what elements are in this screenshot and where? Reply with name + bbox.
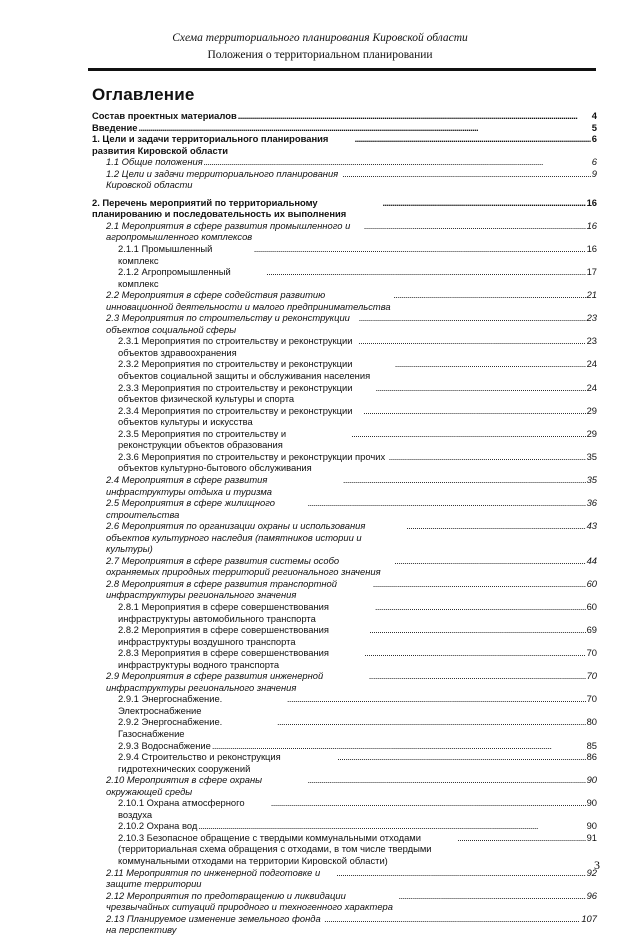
toc-entry[interactable]: [92, 133, 597, 156]
toc-entry-page: 23: [586, 335, 597, 347]
toc-entry-text: 2.8.2 Мероприятия в сфере совершенствования инфраструктуры воздушного транспорта: [118, 624, 329, 647]
toc-entry[interactable]: [92, 693, 597, 716]
toc-entry-page: 86: [586, 751, 597, 763]
toc-entry-text: 2.6 Мероприятия по организации охраны и использования объектов культурного наследия (памятников истории и культуры): [106, 520, 366, 555]
toc-entry[interactable]: [92, 601, 597, 624]
toc-entry-page: 90: [586, 820, 597, 832]
toc-entry-text: 2.9.3 Водоснабжение: [118, 739, 211, 751]
toc-entry-page: 16: [586, 219, 597, 231]
toc-entry[interactable]: [92, 405, 597, 428]
dot-leader: [358, 335, 586, 347]
toc-entry[interactable]: [92, 474, 597, 497]
toc-entry-page: 96: [586, 889, 597, 901]
toc-entry[interactable]: [92, 774, 597, 797]
toc-entry[interactable]: [92, 156, 597, 168]
toc-entry-text: 2.1 Мероприятия в сфере развития промышленного и агропромышленного комплексов: [106, 219, 351, 243]
toc-entry[interactable]: [92, 670, 597, 693]
toc-entry-text: 2.9 Мероприятия в сфере развития инженерной инфраструктуры регионального значения: [106, 670, 324, 693]
toc-entry-text: 2.4 Мероприятия в сфере развития инфраструктуры отдыха и туризма: [106, 473, 272, 497]
dot-leader: [395, 555, 586, 567]
toc-entry-page: 29: [586, 404, 597, 416]
toc-entry-text: 2.3.2 Мероприятия по строительству и реконструкции объектов социальной защиты и обслуживания населения: [118, 358, 371, 382]
dot-leader: [373, 578, 585, 590]
toc-entry-page: 5: [591, 121, 597, 133]
toc-entry-page: 69: [586, 624, 597, 636]
toc-entry-page: 21: [586, 289, 597, 301]
toc-entry-text: 2.12 Мероприятия по предотвращению и ликвидации чрезвычайных ситуаций природного и техногенного характера: [106, 889, 393, 913]
toc-entry-page: 24: [586, 358, 597, 370]
toc-entry-text: 2.10.3 Безопасное обращение с твердыми коммунальными отходами (территориальная схема обращения с отходами, в том числе твердыми коммунальными отходами на территории Кировской области): [118, 831, 432, 866]
toc-entry[interactable]: [92, 520, 597, 555]
dot-leader: [138, 122, 590, 134]
toc-entry-text: 2.3 Мероприятия по строительству и реконструкции объектов социальной сферы: [106, 312, 350, 335]
toc-entry[interactable]: [92, 624, 597, 647]
dot-leader: [382, 197, 585, 209]
dot-leader: [457, 832, 585, 844]
toc-entry-page: 43: [586, 520, 597, 532]
toc-entry[interactable]: [92, 890, 597, 913]
toc-entry[interactable]: [92, 428, 597, 451]
toc-entry-page: 107: [581, 912, 597, 924]
toc-entry-text: 2.3.6 Мероприятия по строительству и реконструкции прочих объектов культурно-бытового обслуживания: [118, 450, 386, 474]
toc-entry-page: 60: [586, 600, 597, 612]
toc-heading: Оглавление: [92, 85, 195, 104]
dot-leader: [399, 890, 586, 902]
toc-entry-page: 35: [586, 450, 597, 462]
page-number: 3: [594, 858, 600, 872]
header-document-title: Схема территориального планирования Кировской области: [172, 32, 468, 44]
dot-leader: [337, 867, 586, 879]
toc-entry-text: 2.9.4 Строительство и реконструкция гидротехнических сооружений: [118, 751, 281, 774]
toc-entry-page: 36: [586, 497, 597, 509]
toc-entry-text: 2.2 Мероприятия в сфере содействия развитию инновационной деятельности и малого предпринимательства: [106, 289, 391, 312]
dot-leader: [337, 751, 585, 763]
toc-entry-text: 1.2 Цели и задачи территориального планирования Кировской области: [106, 167, 339, 191]
toc-entry-text: 2.3.4 Мероприятия по строительству и реконструкции объектов культуры и искусства: [118, 404, 353, 428]
toc-entry-text: 2.8 Мероприятия в сфере развития транспортной инфраструктуры регионального значения: [106, 577, 337, 601]
toc-entry[interactable]: [92, 122, 597, 134]
toc-entry-page: 29: [586, 427, 597, 439]
toc-entry[interactable]: [92, 832, 597, 867]
toc-entry[interactable]: [92, 797, 597, 820]
toc-entry-page: 92: [586, 866, 597, 878]
toc-entry[interactable]: [92, 867, 597, 890]
toc-entry-text: 2.7 Мероприятия в сфере развития системы особо охраняемых природных территорий регионального значения: [106, 554, 381, 578]
toc-entry[interactable]: [92, 913, 597, 936]
dot-leader: [343, 168, 591, 180]
dot-leader: [364, 647, 585, 659]
dot-leader: [324, 913, 580, 925]
toc-entry-page: 16: [586, 243, 597, 255]
dot-leader: [343, 474, 585, 486]
table-of-contents: [92, 110, 597, 936]
toc-entry-page: 80: [586, 716, 597, 728]
dot-leader: [375, 601, 586, 613]
toc-entry-page: 17: [586, 266, 597, 278]
toc-entry[interactable]: [92, 497, 597, 520]
dot-leader: [238, 110, 591, 122]
toc-entry-page: 35: [586, 473, 597, 485]
toc-entry[interactable]: [92, 110, 597, 122]
toc-entry[interactable]: [92, 451, 597, 474]
toc-entry-page: 6: [591, 133, 597, 145]
toc-entry-text: 1.1 Общие положения: [106, 156, 203, 168]
toc-entry-text: 2.10 Мероприятия в сфере охраны окружающей среды: [106, 774, 263, 797]
dot-leader: [287, 693, 586, 705]
toc-entry-text: 2.11 Мероприятия по инженерной подготовке и защите территории: [106, 866, 321, 890]
dot-leader: [389, 451, 586, 463]
dot-leader: [407, 520, 586, 532]
toc-entry[interactable]: [92, 168, 597, 191]
toc-entry-text: 2.5 Мероприятия в сфере жилищного строительства: [106, 497, 275, 520]
toc-entry-page: 90: [586, 774, 597, 786]
toc-entry[interactable]: [92, 740, 597, 752]
toc-entry-page: 23: [586, 312, 597, 324]
dot-leader: [369, 624, 586, 636]
header-divider: [88, 68, 596, 71]
toc-entry-page: 6: [591, 156, 597, 168]
toc-entry[interactable]: [92, 647, 597, 670]
dot-leader: [277, 716, 586, 728]
toc-entry[interactable]: [92, 220, 597, 243]
dot-leader: [266, 266, 585, 278]
toc-entry-text: 2.8.1 Мероприятия в сфере совершенствования инфраструктуры автомобильного транспорта: [118, 600, 329, 624]
toc-entry[interactable]: [92, 289, 597, 312]
toc-entry-page: 4: [591, 110, 597, 121]
toc-entry-page: 85: [586, 739, 597, 751]
dot-leader: [375, 382, 585, 394]
toc-entry-text: Состав проектных материалов: [92, 110, 237, 121]
toc-entry-page: 9: [591, 167, 597, 179]
dot-leader: [254, 243, 586, 255]
toc-entry-text: 2.1.1 Промышленный комплекс: [118, 243, 213, 266]
toc-entry-text: 2. Перечень мероприятий по территориальному планированию и последовательность их выполнения: [92, 196, 347, 220]
dot-leader: [394, 289, 586, 301]
toc-entry[interactable]: [92, 716, 597, 739]
toc-entry-text: 2.13 Планируемое изменение земельного фонда на перспективу: [106, 912, 321, 936]
toc-entry[interactable]: [92, 335, 597, 358]
dot-leader: [271, 797, 586, 809]
header-section-title: Положения о территориальном планировании: [207, 49, 433, 61]
toc-entry-text: 2.1.2 Агропромышленный комплекс: [118, 266, 231, 289]
toc-entry[interactable]: [92, 312, 597, 335]
toc-entry-text: 2.10.1 Охрана атмосферного воздуха: [118, 797, 245, 820]
dot-leader: [363, 405, 585, 417]
toc-entry-text: 2.9.1 Энергоснабжение. Электроснабжение: [118, 693, 223, 716]
toc-entry[interactable]: [92, 751, 597, 774]
dot-leader: [204, 156, 591, 168]
toc-entry-page: 91: [586, 831, 597, 843]
toc-entry[interactable]: [92, 197, 597, 220]
toc-entry-text: 1. Цели и задачи территориального планирования развития Кировской области: [92, 133, 329, 156]
toc-entry-page: 60: [586, 577, 597, 589]
toc-entry[interactable]: [92, 578, 597, 601]
toc-entry-text: 2.10.2 Охрана вод: [118, 820, 198, 832]
dot-leader: [369, 670, 585, 682]
toc-entry-text: 2.3.5 Мероприятия по строительству и реконструкции объектов образования: [118, 427, 287, 451]
toc-entry-text: 2.9.2 Энергоснабжение. Газоснабжение: [118, 716, 223, 739]
toc-entry[interactable]: [92, 266, 597, 289]
dot-leader: [395, 358, 586, 370]
toc-entry-page: 24: [586, 381, 597, 393]
toc-entry-page: 16: [586, 196, 597, 208]
toc-entry[interactable]: [92, 820, 597, 832]
toc-entry[interactable]: [92, 358, 597, 381]
dot-leader: [308, 774, 586, 786]
toc-entry[interactable]: [92, 243, 597, 266]
running-header: [0, 30, 640, 63]
toc-entry-text: 2.3.1 Мероприятия по строительству и реконструкции объектов здравоохранения: [118, 335, 353, 358]
toc-entry[interactable]: [92, 382, 597, 405]
toc-entry-text: 2.3.3 Мероприятия по строительству и реконструкции объектов физической культуры и спорта: [118, 381, 353, 405]
toc-entry-page: 90: [586, 797, 597, 809]
dot-leader: [351, 428, 585, 440]
toc-entry-page: 44: [586, 554, 597, 566]
toc-entry-page: 70: [586, 647, 597, 659]
toc-entry-page: 70: [586, 670, 597, 682]
dot-leader: [212, 740, 586, 752]
dot-leader: [364, 220, 585, 232]
dot-leader: [198, 820, 585, 832]
toc-entry[interactable]: [92, 555, 597, 578]
toc-entry-text: Введение: [92, 121, 138, 133]
dot-leader: [359, 312, 586, 324]
dot-leader: [308, 497, 586, 509]
toc-entry-text: 2.8.3 Мероприятия в сфере совершенствования инфраструктуры водного транспорта: [118, 647, 329, 670]
dot-leader: [355, 133, 591, 145]
toc-entry-page: 70: [586, 693, 597, 705]
